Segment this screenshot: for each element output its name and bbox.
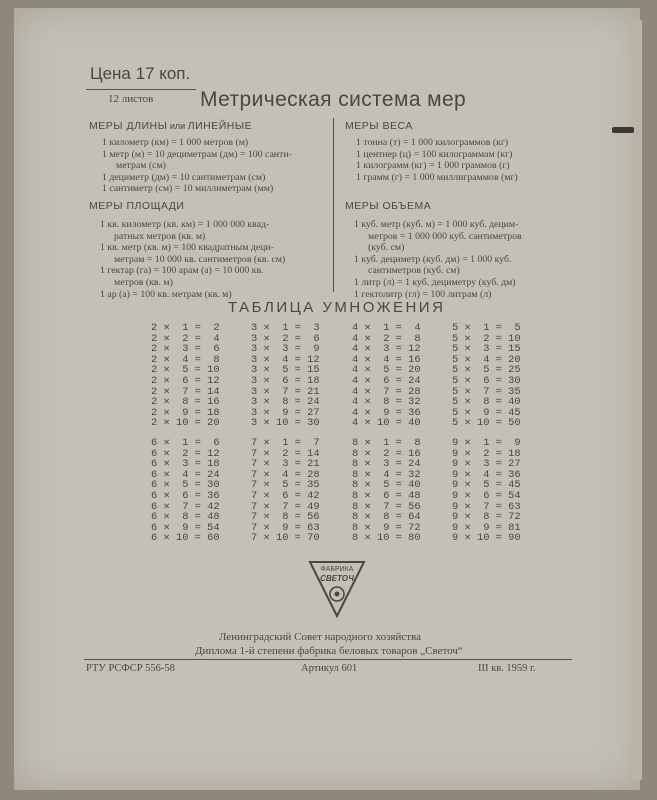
table-row: 9 ✕ 4 = 36 [452, 468, 521, 481]
table-row: 5 ✕ 4 = 20 [452, 353, 521, 366]
standard-code: РТУ РСФСР 556-58 [86, 663, 175, 674]
table-row: 7 ✕ 3 = 21 [251, 458, 320, 471]
article-number: Артикул 601 [301, 663, 358, 674]
table-row: 4 ✕ 8 = 32 [352, 396, 421, 409]
table-row: 9 ✕ 9 = 81 [452, 521, 521, 534]
table-row: 6 ✕ 10 = 60 [151, 532, 220, 545]
table-row: 6 ✕ 8 = 48 [151, 511, 220, 524]
table-row: 9 ✕ 7 = 63 [452, 500, 521, 513]
weight-line: 1 грамм (г) = 1 000 миллиграммов (мг) [356, 171, 518, 183]
table-row: 3 ✕ 2 = 6 [251, 332, 320, 345]
table-row: 6 ✕ 5 = 30 [151, 479, 220, 492]
table-row: 6 ✕ 9 = 54 [151, 521, 220, 534]
table-row: 7 ✕ 10 = 70 [251, 532, 320, 545]
table-row: 7 ✕ 1 = 7 [251, 437, 320, 449]
table-row: 6 ✕ 4 = 24 [151, 468, 220, 481]
table-row: 2 ✕ 4 = 8 [151, 353, 220, 366]
table-row: 3 ✕ 5 = 15 [251, 364, 320, 377]
table-row: 6 ✕ 2 = 12 [151, 447, 220, 460]
table-row: 4 ✕ 1 = 4 [352, 322, 421, 334]
table-row: 4 ✕ 10 = 40 [352, 417, 421, 430]
table-row: 5 ✕ 5 = 25 [452, 364, 521, 377]
table-row: 2 ✕ 2 = 4 [151, 332, 220, 345]
table-row: 7 ✕ 2 = 14 [251, 447, 320, 460]
area-line: ратных метров (кв. м) [114, 230, 206, 242]
length-line: 1 дециметр (дм) = 10 сантиметрам (см) [102, 171, 266, 183]
table-row: 6 ✕ 7 = 42 [151, 500, 220, 513]
table-row: 4 ✕ 2 = 8 [352, 332, 421, 345]
table-row: 3 ✕ 8 = 24 [251, 396, 320, 409]
area-line: 1 гектар (га) = 100 арам (а) = 10 000 кв. [100, 265, 264, 277]
table-row: 5 ✕ 8 = 40 [452, 396, 521, 409]
logo-brand-text: СВЕТОЧ [320, 574, 354, 583]
length-line: 1 метр (м) = 10 дециметрам (дм) = 100 санти- [102, 148, 292, 160]
column-divider [333, 118, 334, 292]
table-row: 3 ✕ 4 = 12 [251, 353, 320, 366]
volume-line: сантиметров (куб. см) [368, 265, 460, 277]
weight-lines [356, 137, 518, 183]
volume-line: 1 куб. дециметр (куб. дм) = 1 000 куб. [354, 253, 512, 265]
table-row: 9 ✕ 2 = 18 [452, 447, 521, 460]
binding-slot [612, 127, 634, 133]
svetoch-factory-logo [308, 560, 366, 620]
table-row: 7 ✕ 8 = 56 [251, 511, 320, 524]
table-column-4 [352, 323, 421, 429]
table-row: 5 ✕ 2 = 10 [452, 332, 521, 345]
table-row: 3 ✕ 1 = 3 [251, 322, 320, 334]
table-row: 2 ✕ 1 = 2 [151, 322, 220, 334]
table-row: 3 ✕ 3 = 9 [251, 343, 320, 356]
table-row: 9 ✕ 8 = 72 [452, 511, 521, 524]
volume-line: 1 куб. метр (куб. м) = 1 000 куб. децим- [354, 219, 519, 230]
volume-heading: МЕРЫ ОБЪЕМА [345, 200, 432, 212]
area-line: 1 кв. метр (кв. м) = 100 квадратным деци- [100, 242, 274, 254]
table-row: 5 ✕ 9 = 45 [452, 406, 521, 419]
price-label: Цена 17 коп. [90, 64, 191, 83]
page-edge [632, 20, 642, 780]
area-line: метрам = 10 000 кв. сантиметров (кв. см) [114, 253, 286, 265]
table-row: 4 ✕ 4 = 16 [352, 353, 421, 366]
table-row: 2 ✕ 5 = 10 [151, 364, 220, 377]
table-row: 8 ✕ 10 = 80 [352, 532, 421, 545]
factory-line: Диплома 1-й степени фабрика беловых товаров „Светоч“ [195, 645, 463, 657]
table-row: 8 ✕ 7 = 56 [352, 500, 421, 513]
print-date: III кв. 1959 г. [478, 663, 536, 674]
table-row: 9 ✕ 1 = 9 [452, 437, 521, 449]
area-line: 1 ар (а) = 100 кв. метрам (кв. м) [100, 288, 232, 300]
table-row: 7 ✕ 9 = 63 [251, 521, 320, 534]
table-row: 2 ✕ 10 = 20 [151, 417, 220, 430]
table-column-8 [352, 438, 421, 544]
table-row: 5 ✕ 7 = 35 [452, 385, 521, 398]
volume-lines [354, 219, 522, 300]
table-row: 7 ✕ 5 = 35 [251, 479, 320, 492]
weight-line: 1 тонна (т) = 1 000 килограммов (кг) [356, 137, 509, 148]
sheet-count: 12 листов [108, 93, 154, 105]
table-row: 3 ✕ 6 = 18 [251, 374, 320, 387]
length-line: метрам (см) [116, 160, 166, 172]
table-row: 5 ✕ 6 = 30 [452, 374, 521, 387]
table-row: 4 ✕ 3 = 12 [352, 343, 421, 356]
volume-line: (куб. см) [368, 242, 405, 254]
table-row: 7 ✕ 4 = 28 [251, 468, 320, 481]
area-line: метров (кв. м) [114, 276, 173, 288]
table-row: 5 ✕ 3 = 15 [452, 343, 521, 356]
table-row: 8 ✕ 3 = 24 [352, 458, 421, 471]
table-row: 6 ✕ 1 = 6 [151, 437, 220, 449]
table-row: 6 ✕ 3 = 18 [151, 458, 220, 471]
table-row: 2 ✕ 3 = 6 [151, 343, 220, 356]
table-row: 2 ✕ 8 = 16 [151, 396, 220, 409]
area-line: 1 кв. километр (кв. км) = 1 000 000 квад- [100, 219, 270, 230]
length-line: 1 сантиметр (см) = 10 миллиметрам (мм) [102, 183, 274, 195]
table-row: 5 ✕ 10 = 50 [452, 417, 521, 430]
table-row: 2 ✕ 9 = 18 [151, 406, 220, 419]
table-row: 3 ✕ 10 = 30 [251, 417, 320, 430]
table-row: 9 ✕ 3 = 27 [452, 458, 521, 471]
length-lines [102, 137, 292, 195]
weight-line: 1 килограмм (кг) = 1 000 граммов (г) [356, 160, 510, 172]
table-row: 4 ✕ 6 = 24 [352, 374, 421, 387]
weight-heading: МЕРЫ ВЕСА [345, 120, 413, 132]
volume-line: метров = 1 000 000 куб. сантиметров [368, 230, 522, 242]
length-heading: МЕРЫ ДЛИНЫ или ЛИНЕЙНЫЕ [89, 120, 253, 132]
table-row: 8 ✕ 4 = 32 [352, 468, 421, 481]
table-row: 8 ✕ 2 = 16 [352, 447, 421, 460]
table-row: 4 ✕ 9 = 36 [352, 406, 421, 419]
table-column-5 [452, 323, 521, 429]
logo-top-text: ФАБРИКА [320, 566, 354, 573]
table-row: 3 ✕ 7 = 21 [251, 385, 320, 398]
publisher-line: Ленинградский Совет народного хозяйства [219, 631, 421, 643]
table-row: 8 ✕ 5 = 40 [352, 479, 421, 492]
volume-line: 1 гектолитр (гл) = 100 литрам (л) [354, 288, 492, 300]
table-row: 8 ✕ 6 = 48 [352, 489, 421, 502]
table-row: 9 ✕ 5 = 45 [452, 479, 521, 492]
table-column-3 [251, 323, 320, 429]
table-row: 7 ✕ 6 = 42 [251, 489, 320, 502]
table-row: 2 ✕ 7 = 14 [151, 385, 220, 398]
price-underline [86, 89, 196, 90]
page-title: Метрическая система мер [200, 88, 467, 111]
multiplication-table-title: ТАБЛИЦА УМНОЖЕНИЯ [228, 299, 446, 316]
area-heading: МЕРЫ ПЛОЩАДИ [89, 200, 185, 212]
table-column-7 [251, 438, 320, 544]
table-row: 2 ✕ 6 = 12 [151, 374, 220, 387]
table-row: 7 ✕ 7 = 49 [251, 500, 320, 513]
table-row: 4 ✕ 5 = 20 [352, 364, 421, 377]
table-column-2 [151, 323, 220, 429]
table-row: 4 ✕ 7 = 28 [352, 385, 421, 398]
footer-divider [84, 659, 572, 660]
table-row: 8 ✕ 9 = 72 [352, 521, 421, 534]
table-row: 6 ✕ 6 = 36 [151, 489, 220, 502]
table-row: 9 ✕ 10 = 90 [452, 532, 521, 545]
table-row: 3 ✕ 9 = 27 [251, 406, 320, 419]
table-row: 9 ✕ 6 = 54 [452, 489, 521, 502]
table-column-9 [452, 438, 521, 544]
table-row: 5 ✕ 1 = 5 [452, 322, 521, 334]
weight-line: 1 центнер (ц) = 100 килограммам (кг) [356, 148, 513, 160]
table-row: 8 ✕ 8 = 64 [352, 511, 421, 524]
table-column-6 [151, 438, 220, 544]
table-row: 8 ✕ 1 = 8 [352, 437, 421, 449]
area-lines [100, 219, 285, 300]
length-line: 1 километр (км) = 1 000 метров (м) [102, 137, 249, 148]
volume-line: 1 литр (л) = 1 куб. дециметру (куб. дм) [354, 276, 516, 288]
